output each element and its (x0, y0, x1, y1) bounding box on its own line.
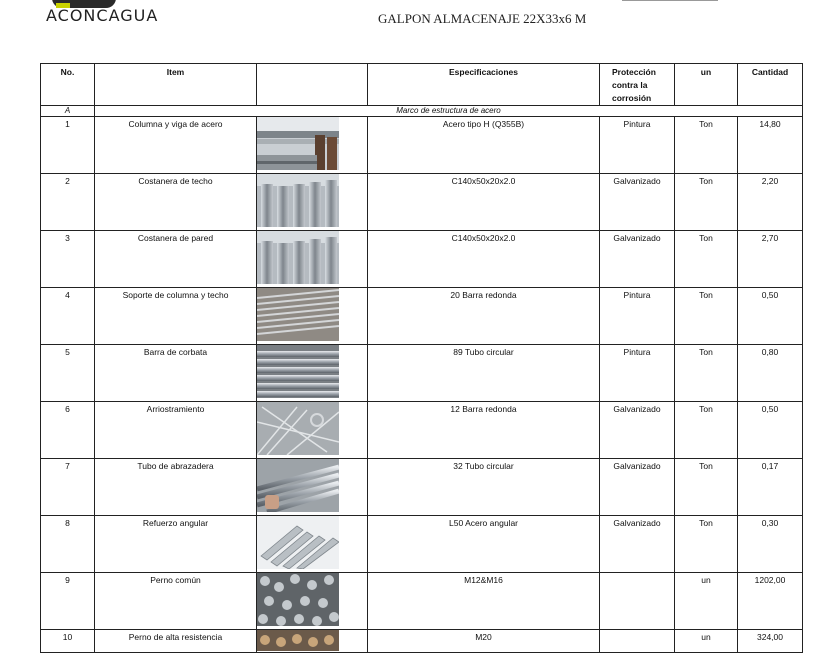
row-item: Soporte de columna y techo (95, 288, 257, 345)
row-unit: un (675, 630, 738, 653)
row-image (257, 288, 368, 345)
row-unit: Ton (675, 288, 738, 345)
row-item: Refuerzo angular (95, 516, 257, 573)
row-image (257, 516, 368, 573)
row-protection: Galvanizado (600, 402, 675, 459)
table-row (41, 117, 803, 174)
row-protection: Pintura (600, 288, 675, 345)
row-protection: Pintura (600, 345, 675, 402)
row-image (257, 117, 368, 174)
section-letter: A (41, 106, 95, 117)
round-bar-photo (257, 288, 339, 341)
row-no: 5 (41, 345, 95, 402)
c-purlin-photo (257, 231, 339, 284)
header-protection-line3: corrosión (612, 93, 652, 103)
table-row (41, 459, 803, 516)
section-row (41, 106, 803, 117)
header-image (257, 64, 368, 106)
row-spec: 89 Tubo circular (368, 345, 600, 402)
table-row (41, 288, 803, 345)
row-no: 6 (41, 402, 95, 459)
document-title: GALPON ALMACENAJE 22X33x6 M (378, 11, 587, 26)
row-item: Perno común (95, 573, 257, 630)
row-protection: Galvanizado (600, 516, 675, 573)
row-protection: Pintura (600, 117, 675, 174)
table-row (41, 516, 803, 573)
materials-table (40, 63, 803, 653)
table-row (41, 345, 803, 402)
row-protection: Galvanizado (600, 174, 675, 231)
row-qty: 0,50 (738, 288, 803, 345)
bracing-photo (257, 402, 339, 455)
bolts-photo (257, 573, 339, 626)
row-qty: 1202,00 (738, 573, 803, 630)
row-no: 8 (41, 516, 95, 573)
row-item: Perno de alta resistencia (95, 630, 257, 653)
row-unit: Ton (675, 117, 738, 174)
row-spec: M12&M16 (368, 573, 600, 630)
row-protection: Galvanizado (600, 231, 675, 288)
row-item: Arriostramiento (95, 402, 257, 459)
row-image (257, 231, 368, 288)
row-protection (600, 630, 675, 653)
row-qty: 14,80 (738, 117, 803, 174)
row-spec: M20 (368, 630, 600, 653)
row-image (257, 345, 368, 402)
row-image (257, 402, 368, 459)
pipe-photo (257, 459, 339, 512)
company-logo (46, 0, 159, 25)
header-unit: un (675, 64, 738, 106)
row-qty: 0,80 (738, 345, 803, 402)
row-spec: C140x50x20x2.0 (368, 174, 600, 231)
row-unit: Ton (675, 459, 738, 516)
table-row (41, 402, 803, 459)
row-no: 10 (41, 630, 95, 653)
row-no: 1 (41, 117, 95, 174)
row-spec: Acero tipo H (Q355B) (368, 117, 600, 174)
row-qty: 324,00 (738, 630, 803, 653)
row-item: Tubo de abrazadera (95, 459, 257, 516)
row-unit: Ton (675, 516, 738, 573)
row-image (257, 573, 368, 630)
row-unit: Ton (675, 345, 738, 402)
header-protection-line1: Protección (612, 67, 656, 77)
header-no: No. (41, 64, 95, 106)
row-qty: 2,70 (738, 231, 803, 288)
row-item: Barra de corbata (95, 345, 257, 402)
top-edge-line (622, 0, 718, 1)
row-spec: 20 Barra redonda (368, 288, 600, 345)
row-item: Columna y viga de acero (95, 117, 257, 174)
row-image (257, 174, 368, 231)
header-protection (600, 64, 675, 106)
row-no: 2 (41, 174, 95, 231)
row-spec: L50 Acero angular (368, 516, 600, 573)
table-row (41, 174, 803, 231)
row-protection (600, 573, 675, 630)
row-item: Costanera de techo (95, 174, 257, 231)
header-spec: Especificaciones (368, 64, 600, 106)
row-protection: Galvanizado (600, 459, 675, 516)
angle-steel-photo (257, 516, 339, 569)
header-row (41, 64, 803, 106)
table-row (41, 630, 803, 653)
row-unit: Ton (675, 402, 738, 459)
hs-bolts-photo (257, 630, 339, 651)
header-protection-line2: contra la (612, 80, 648, 90)
tie-bar-photo (257, 345, 339, 398)
row-image (257, 630, 368, 653)
row-qty: 0,17 (738, 459, 803, 516)
row-unit: un (675, 573, 738, 630)
steel-beams-photo (257, 117, 339, 170)
row-no: 9 (41, 573, 95, 630)
c-purlin-photo (257, 174, 339, 227)
header-qty: Cantidad (738, 64, 803, 106)
row-qty: 0,50 (738, 402, 803, 459)
table-row (41, 573, 803, 630)
row-spec: C140x50x20x2.0 (368, 231, 600, 288)
row-qty: 0,30 (738, 516, 803, 573)
row-qty: 2,20 (738, 174, 803, 231)
row-spec: 12 Barra redonda (368, 402, 600, 459)
row-image (257, 459, 368, 516)
table-row (41, 231, 803, 288)
section-title: Marco de estructura de acero (95, 106, 803, 117)
row-unit: Ton (675, 174, 738, 231)
row-no: 7 (41, 459, 95, 516)
row-no: 3 (41, 231, 95, 288)
row-item: Costanera de pared (95, 231, 257, 288)
row-spec: 32 Tubo circular (368, 459, 600, 516)
row-unit: Ton (675, 231, 738, 288)
logo-brand-text: ACONCAGUA (46, 6, 159, 25)
header-item: Item (95, 64, 257, 106)
row-no: 4 (41, 288, 95, 345)
